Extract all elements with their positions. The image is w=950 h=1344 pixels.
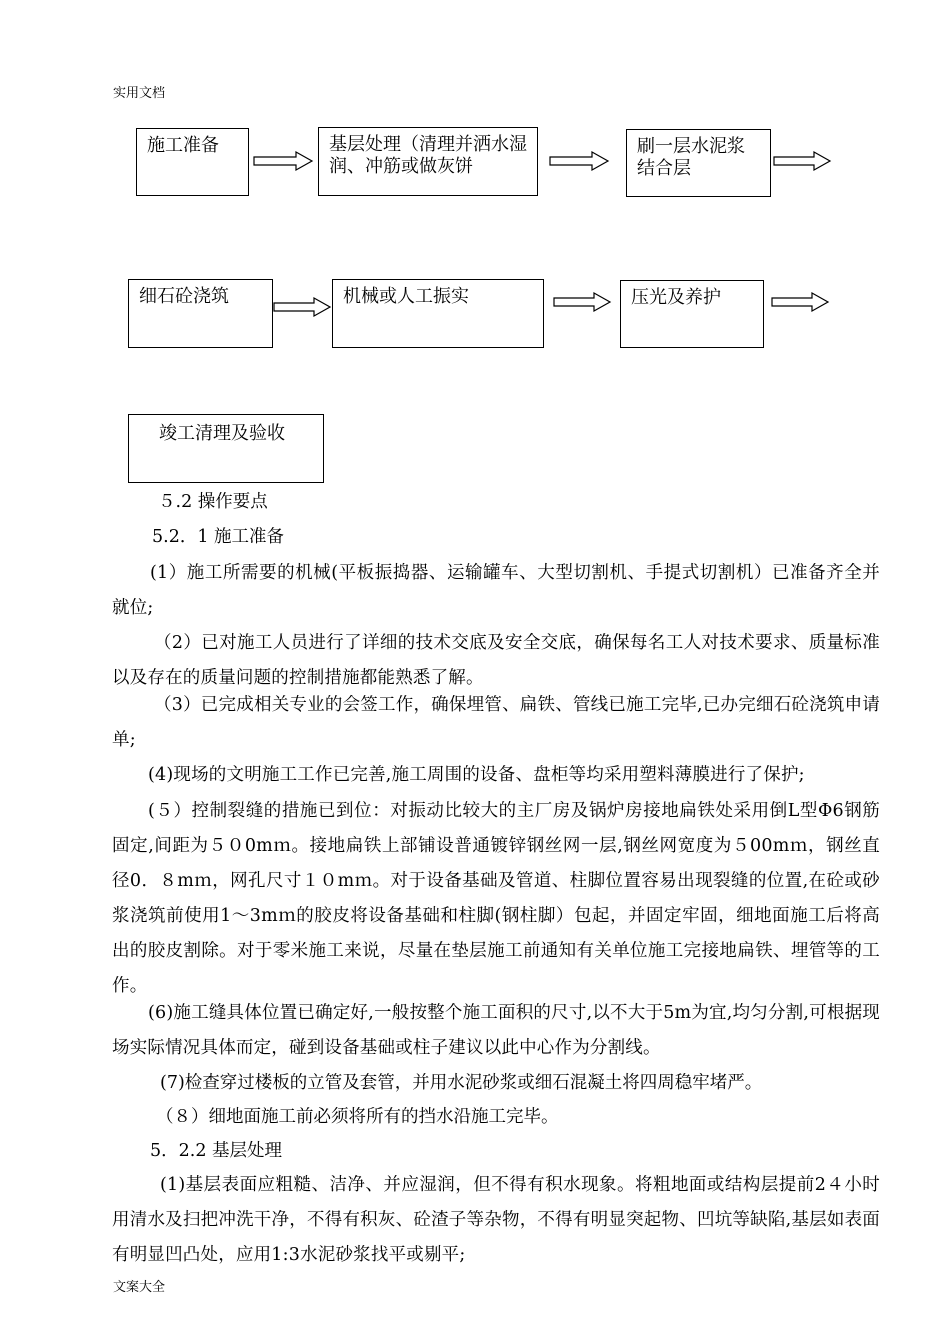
flow-box-base	[318, 127, 538, 196]
paragraph: (7)检查穿过楼板的立管及套管，并用水泥砂浆或细石混凝土将四周稳牢堵严。	[160, 1073, 763, 1093]
arrow-right-icon	[272, 296, 332, 318]
flow-box-polish	[620, 280, 764, 348]
flow-box-label: 细石砼浇筑	[139, 286, 229, 307]
flow-box-cement	[626, 129, 771, 197]
page-footer: 文案大全	[113, 1280, 166, 1295]
paragraph: （3）已完成相关专业的会签工作，确保埋管、扁铁、管线已施工完毕,已办完细石砼浇筑申请单;	[112, 695, 880, 750]
arrow-right-icon	[548, 150, 610, 172]
paragraph: （2）已对施工人员进行了详细的技术交底及安全交底，确保每名工人对技术要求、质量标准以及存在的质量问题的控制措施都能熟悉了解。	[112, 633, 880, 688]
section-heading: 5．2.2 基层处理	[150, 1141, 283, 1161]
paragraph: (4)现场的文明施工工作已完善,施工周围的设备、盘柜等均采用塑料薄膜进行了保护;	[148, 765, 805, 785]
page-header: 实用文档	[113, 86, 166, 101]
paragraph: (6)施工缝具体位置已确定好,一般按整个施工面积的尺寸,以不大于5m为宜,均匀分割,可根据现场实际情况具体而定，碰到设备基础或柱子建议以此中心作为分割线。	[112, 1003, 880, 1058]
flow-box-acceptance	[128, 414, 324, 483]
flow-box-label: 机械或人工振实	[343, 286, 469, 307]
flow-box-label: 刷一层水泥浆结合层	[637, 136, 745, 179]
paragraph: (1)基层表面应粗糙、洁净、并应湿润，但不得有积水现象。将粗地面或结构层提前2４小时用清水及扫把冲洗干净，不得有积灰、砼渣子等杂物，不得有明显突起物、凹坑等缺陷,基层如表面有明显凹凸处，应用1:3水泥砂浆找平或剔平;	[112, 1175, 880, 1265]
flow-box-vibrate	[332, 279, 544, 348]
paragraph: (５）控制裂缝的措施已到位：对振动比较大的主厂房及锅炉房接地扁铁处采用倒L型Φ6钢筋固定,间距为５０0mｍ。接地扁铁上部铺设普通镀锌钢丝网一层,钢丝网宽度为５00mｍ，钢丝直径0．８mｍ，网孔尺寸１０mｍ。对于设备基础及管道、柱脚位置容易出现裂缝的位置,在砼或砂浆浇筑前使用1～3mｍ的胶皮将设备基础和柱脚(钢柱脚）包起，并固定牢固，细地面施工后将高出的胶皮割除。对于零米施工来说，尽量在垫层施工前通知有关单位施工完接地扁铁、埋管等的工作。	[112, 801, 880, 996]
flow-box-pour	[128, 279, 273, 348]
flow-box-prep	[136, 128, 249, 196]
arrow-right-icon	[772, 150, 832, 172]
section-heading: 5.2．1 施工准备	[152, 527, 285, 547]
paragraph: （８）细地面施工前必须将所有的挡水沿施工完毕。	[156, 1107, 559, 1127]
paragraph: (1）施工所需要的机械(平板振捣器、运输罐车、大型切割机、手提式切割机）已准备齐全并就位;	[112, 563, 880, 618]
arrow-right-icon	[252, 150, 314, 172]
section-heading: ５.2 操作要点	[158, 492, 268, 512]
flow-box-label: 基层处理（清理并洒水湿润、冲筋或做灰饼	[329, 134, 527, 177]
arrow-right-icon	[552, 291, 612, 313]
flow-box-label: 压光及养护	[631, 287, 721, 308]
arrow-right-icon	[770, 291, 830, 313]
flow-box-label: 施工准备	[147, 135, 219, 156]
flow-box-label: 竣工清理及验收	[159, 423, 285, 444]
